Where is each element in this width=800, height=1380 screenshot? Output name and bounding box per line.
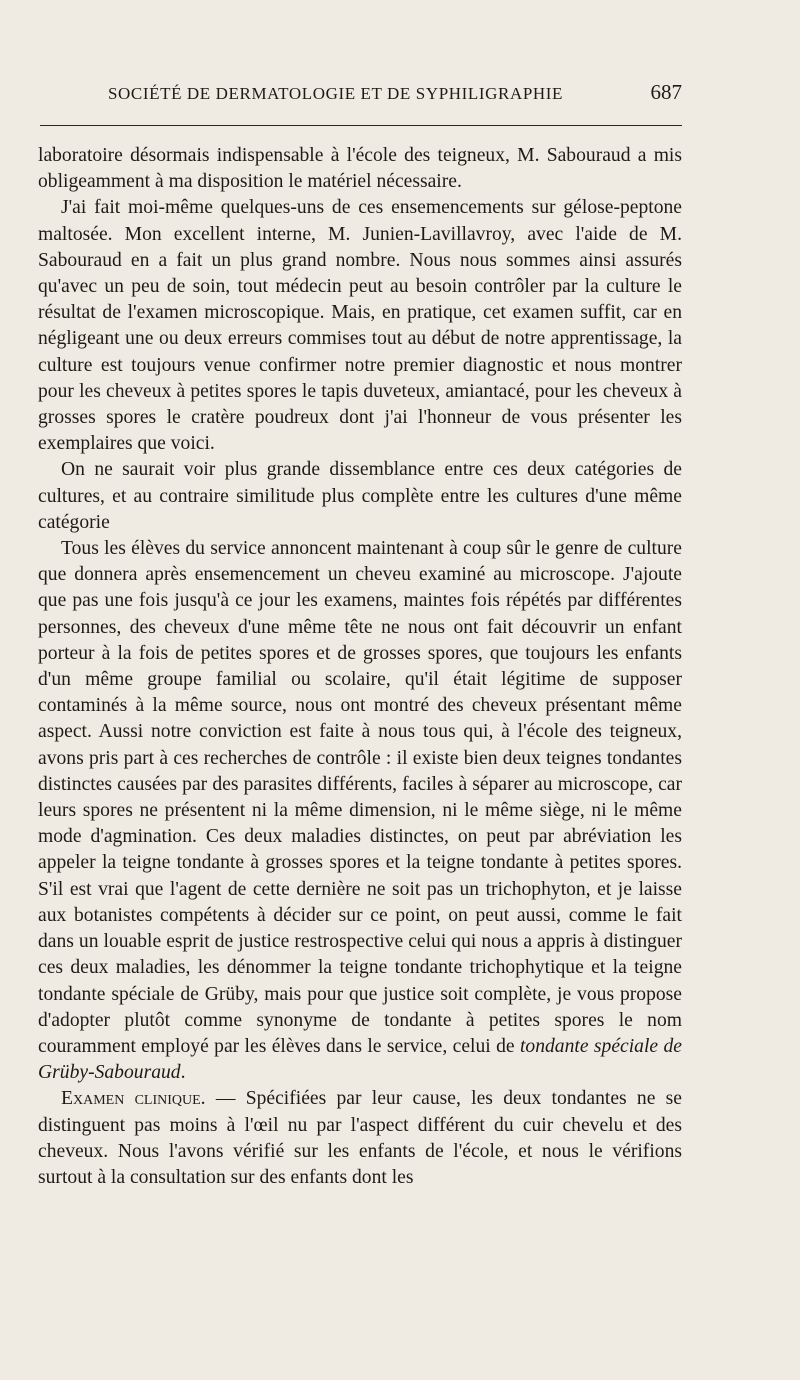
paragraph-4-text: Tous les élèves du service annoncent maintenant à coup sûr le genre de culture que donnera après ensemencement un cheveu examiné au microscope. J'ajoute que pas une fois jusqu'à ce jour les examens, maintes fois répétés par différentes personnes, des cheveux d'une même tête ne nous ont fait découvrir un enfant porteur à la fois de petites spores et de grosses spores, que toujours les enfants d'un même groupe familial ou scolaire, qu'il était légitime de supposer contaminés à la même source, nous ont montré des cheveux présentant même aspect. Aussi notre conviction est faite à nous tous qui, à l'école des teigneux, avons pris part à ces recherches de contrôle : il existe bien deux teignes tondantes distinctes causées par des parasites différents, faciles à séparer au microscope, car leurs spores ne présentent ni la même dimension, ni le même siège, ni le même mode d'agmination. Ces deux maladies distinctes, on peut par abréviation les appeler la teigne tondante à grosses spores et la teigne tondante à petites spores. S'il est vrai que l'agent de cette dernière ne soit pas un trichophyton, et je laisse aux botanistes compétents à décider sur ce point, on peut aussi, comme le fait dans un louable esprit de justice restrospective celui qui nous a appris à distinguer ces deux maladies, les dénommer la teigne tondante trichophytique et la teigne tondante spéciale de Grüby, mais pour que justice soit complète, je vous propose d'adopter plutôt comme synonyme de tondante à petites spores le nom couramment employé par les élèves dans le service, celui de: [38, 538, 682, 1057]
paragraph-5-text: — Spécifiées par leur cause, les deux tondantes ne se distinguent pas moins à l'œil nu par l'aspect différent du cuir chevelu et des cheveux. Nous l'avons vérifié sur les enfants de l'école, et nous le vérifions surtout à la consultation sur des enfants dont les: [38, 1088, 682, 1188]
header-rule: [40, 125, 682, 126]
body-text: [38, 143, 682, 1191]
paragraph-4-end: .: [180, 1062, 186, 1084]
italic-term: tondante spéciale de Grüby-Sabouraud: [38, 1035, 682, 1084]
running-header: [108, 80, 684, 112]
paragraph-5: [38, 1086, 682, 1191]
section-heading: Examen clinique.: [61, 1088, 206, 1110]
running-title: SOCIÉTÉ DE DERMATOLOGIE ET DE SYPHILIGRAPHIE: [108, 84, 564, 103]
paragraph-2: J'ai fait moi-même quelques-uns de ces ensemencements sur gélose-peptone maltosée. Mon excellent interne, M. Junien-Lavillavroy, avec l'aide de M. Sabouraud en a fait un plus grand nombre. Nous nous sommes ainsi assurés qu'avec un peu de soin, tout médecin peut au besoin contrôler par la culture le résultat de l'examen microscopique. Mais, en pratique, cet examen suffit, car en négligeant une ou deux erreurs commises tout au début de notre apprentissage, la culture est toujours venue confirmer notre premier diagnostic et nous montrer pour les cheveux à petites spores le tapis duveteux, amiantacé, pour les cheveux à grosses spores le cratère poudreux dont j'ai l'honneur de vous présenter les exemplaires que voici.: [38, 197, 682, 455]
paragraph-3: On ne saurait voir plus grande dissemblance entre ces deux catégories de cultures, et au contraire similitude plus complète entre les cultures d'une même catégorie: [38, 459, 682, 533]
paragraph-4: [38, 536, 682, 1086]
paragraph-1: laboratoire désormais indispensable à l'école des teigneux, M. Sabouraud a mis obligeamment à ma disposition le matériel nécessaire.: [38, 145, 682, 193]
page-number: 687: [650, 80, 682, 104]
